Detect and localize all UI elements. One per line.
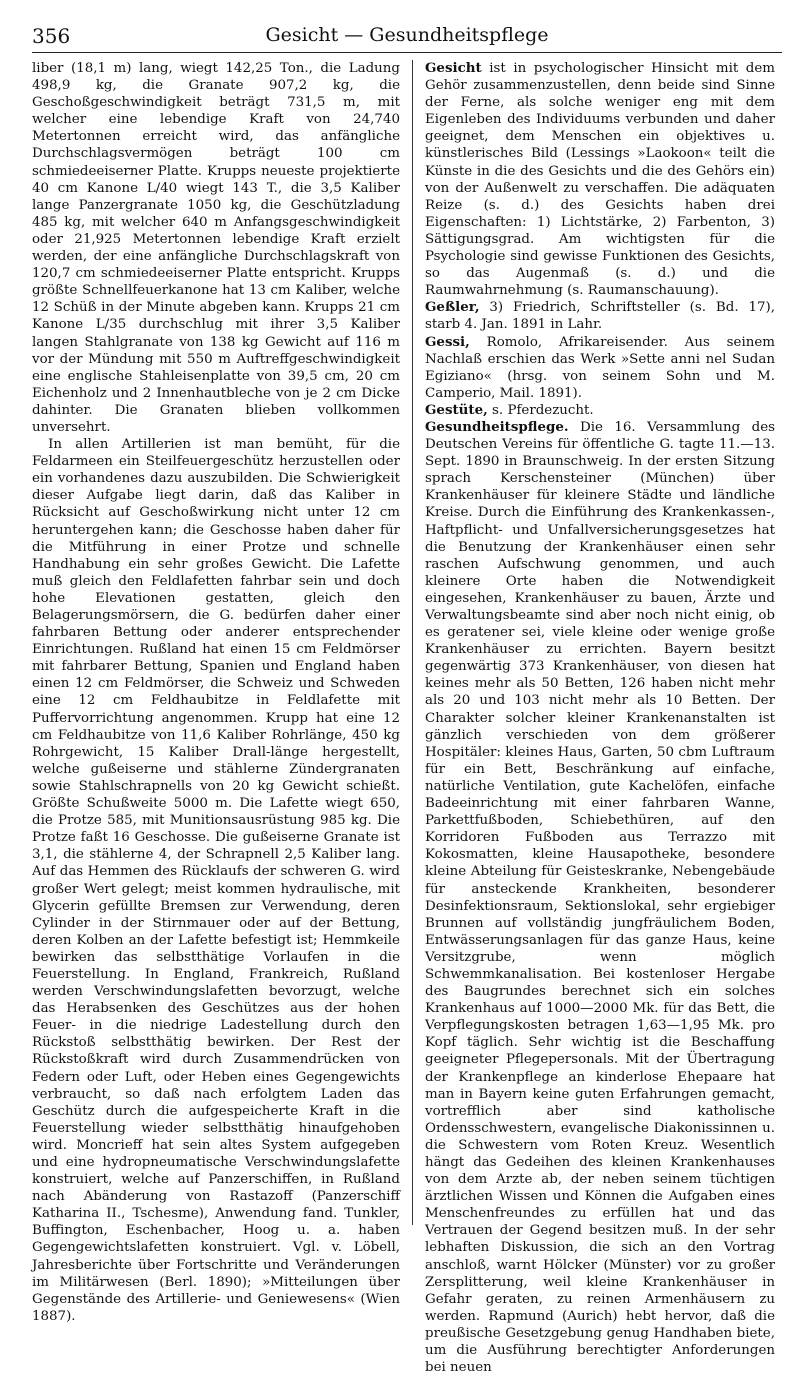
headword: Geßler,	[425, 299, 480, 316]
headword: Gesicht	[425, 60, 482, 76]
paragraph-artillery-continuation: liber (18,1 m) lang, wiegt 142,25 Ton., die Ladung 498,9 kg, die Granate 907,2 kg, die Geschoßgeschwindigkeit beträgt 731,5 m, mit welcher eine lebendige Kraft von 24,740 Metertonnen erreicht wird, das anfängliche Durchschlagsvermögen beträgt 100 cm schmiedeeiserner Platte. Krupps neueste projektierte 40 cm Kanone L/40 wiegt 143 T., die 3,5 Kaliber lange Panzergranate 1050 kg, die Geschützladung 485 kg, mit welcher 640 m Anfangsgeschwindigkeit oder 21,925 Metertonnen lebendige Kraft erzielt werden, der eine anfängliche Durchschlagskraft von 120,7 cm schmiedeeiserner Platte entspricht. Krupps größte Schnellfeuerkanone hat 13 cm Kaliber, welche 12 Schüß in der Minute abgeben kann. Krupps 21 cm Kanone L/35 durchschlug mit ihrer 3,5 Kaliber langen Stahlgranate von 138 kg Gewicht auf 116 m vor der Mündung mit 550 m Auftreffgeschwindigkeit eine englische Stahleisenplatte von 39,5 cm, 20 cm Eichenholz und 2 Innenhautbleche von je 2 cm Dicke dahinter. Die Granaten blieben vollkommen unversehrt.	[32, 61, 400, 435]
entry-text: Die 16. Versammlung des Deutschen Vereins für öffentliche G. tagte 11.—13. Sept. 1890 in Braunschweig. In der ersten Sitzung sprach Kerschensteiner (München) über Krankenhäuser für kleinere Städte und ländliche Kreise. Durch die Einführung des Krankenkassen-, Haftpflicht- und Unfallversicherungsgesetzes hat die Benutzung der Krankenhäuser einen sehr raschen Aufschwung genommen, und auch kleinere Orte haben die Notwendigkeit eingesehen, Krankenhäuser zu bauen, Ärzte und Verwaltungsbeamte sind aber noch nicht einig, ob es geratener sei, viele kleine oder wenige große Krankenhäuser zu errichten. Bayern besitzt gegenwärtig 373 Krankenhäuser, von diesen hat keines mehr als 50 Betten, 126 haben nicht mehr als 20 und 103 nicht mehr als 10 Betten. Der Charakter solcher kleiner Krankenanstalten ist gänzlich verschieden von dem größerer Hospitäler: kleines Haus, Garten, 50 cbm Luftraum für ein Bett, Beschränkung auf einfache, natürliche Ventilation, gute Kachelöfen, einfache Badeeinrichtung mit einer fahrbaren Wanne, Parkettfußboden, Schiebethüren, auf den Korridoren Fußboden aus Terrazzo mit Kokosmatten, kleine Hausapotheke, besondere kleine Abteilung für Geisteskranke, Nebengebäude für ansteckende Krankheiten, besonderer Desinfektionsraum, Sektionslokal, sehr ergiebiger Brunnen auf vollständig jungfräulichem Boden, Entwässerungsanlagen für das ganze Haus, keine Versitzgrube, wenn möglich Schwemmkanalisation. Bei kostenloser Hergabe des Baugrundes berechnet sich ein solches Krankenhaus auf 1000—2000 Mk. für das Bett, die Verpflegungskosten betragen 1,63—1,95 Mk. pro Kopf täglich. Sehr wichtig ist die Beschaffung geeigneter Pflegepersonals. Mit der Übertragung der Krankenpflege an kinderlose Ehepaare hat man in Bayern keine guten Erfahrungen gemacht, vortrefflich aber sind katholische Ordensschwestern, evangelische Diakonissinnen u. die Schwestern vom Roten Kreuz. Wesentlich hängt das Gedeihen des kleinen Krankenhauses von dem Arzte ab, der neben seinem tüchtigen ärztlichen Wissen und Können die Aufgaben eines Menschenfreundes zu erfüllen hat und das Vertrauen der Gegend besitzen muß. In der sehr lebhaften Diskussion, die sich an den Vortrag anschloß, warnt Hölcker (Münster) vor zu großer Zersplitterung, weil kleine Krankenhäuser in Gefahr geraten, zu reinen Armenhäusern zu werden. Rapmund (Aurich) hebt hervor, daß die preußische Gesetzgebung genug Handhaben biete, um die Ausführung berechtigter Anforderungen bei neuen	[425, 419, 775, 1376]
column-divider	[412, 60, 413, 1225]
entry-text: ist in psychologischer Hinsicht mit dem Gehör zusammenzustellen, denn beide sind Sinne der Ferne, als solche weniger eng mit dem Eigenleben des Individuums verbunden und daher geeignet, dem Menschen ein objektives u. künstlerisches Bild (Lessings »Laokoon« teilt die Künste in die des Gesichts und die des Gehörs ein) von der Außenwelt zu verschaffen. Die adäquaten Reize (s. d.) des Gesichts haben drei Eigenschaften: 1) Lichtstärke, 2) Farbenton, 3) Sättigungsgrad. Am wichtigsten für die Psychologie sind gewisse Funktionen des Gesichts, so das Augenmaß (s. d.) und die Raumwahrnehmung (s. Raumanschauung).	[425, 61, 775, 299]
entry-text: 3) Friedrich, Schriftsteller (s. Bd. 17), starb 4. Jan. 1891 in Lahr.	[425, 300, 775, 333]
headword: Gestüte,	[425, 401, 488, 418]
page-header	[32, 18, 782, 53]
entry-gestuete	[425, 402, 775, 419]
entry-gessler	[425, 299, 775, 333]
paragraph-steilfeuergeschuetz: In allen Artillerien ist man bemüht, für die Feldarmeen ein Steilfeuergeschütz herzustellen oder ein vorhandenes dazu auszubilden. Die Schwierigkeit dieser Aufgabe liegt darin, daß das Kaliber in Rücksicht auf Geschoßwirkung nicht unter 12 cm heruntergehen kann; die Geschosse haben daher für die Mitführung in einer Protze und schnelle Handhabung ein sehr großes Gewicht. Die Lafette muß gleich den Feldlafetten fahrbar sein und doch hohe Elevationen gestatten, gleich den Belagerungsmörsern, die G. bedürfen daher einer fahrbaren Bettung oder anderer entsprechender Einrichtungen. Rußland hat einen 15 cm Feldmörser mit fahrbarer Bettung, Spanien und England haben einen 12 cm Feldmörser, die Schweiz und Schweden eine 12 cm Feldhaubitze in Feldlafette mit Puffervorrichtung angenommen. Krupp hat eine 12 cm Feldhaubitze von 11,6 Kaliber Rohrlänge, 450 kg Rohrgewicht, 15 Kaliber Drall-länge hergestellt, welche gußeiserne und stählerne Zündergranaten sowie Stahlschrapnells von 20 kg Gewicht schießt. Größte Schußweite 5000 m. Die Lafette wiegt 650, die Protze 585, mit Munitionsausrüstung 985 kg. Die Protze faßt 16 Geschosse. Die gußeiserne Granate ist 3,1, die stählerne 4, der Schrapnell 2,5 Kaliber lang. Auf das Hemmen des Rücklaufs der schweren G. wird großer Wert gelegt; meist kommen hydraulische, mit Glycerin gefüllte Bremsen zur Verwendung, deren Cylinder in der Stirnmauer oder auf der Bettung, deren Kolben an der Lafette befestigt ist; Hemmkeile bewirken das selbstthätige Vorlaufen in die Feuerstellung. In England, Frankreich, Rußland werden Verschwindungslafetten bevorzugt, welche das Herabsenken des Geschützes aus der hohen Feuer- in die niedrige Ladestellung durch den Rückstoß selbstthätig bewirken. Der Rest der Rückstoßkraft wird durch Zusammendrücken von Federn oder Luft, oder Heben eines Gegengewichts verbraucht, so daß nach erfolgtem Laden das Geschütz durch die aufgespeicherte Kraft in die Feuerstellung wieder selbstthätig hinaufgehoben wird. Moncrieff hat sein altes System aufgegeben und eine hydropneumatische Verschwindungslafette konstruiert, welche auf Panzerschiffen, in Rußland nach Abänderung von Rastazoff (Panzerschiff Katharina II., Tschesme), Anwendung fand. Tunkler, Buffington, Eschenbacher, Hoog u. a. haben Gegengewichtslafetten konstruiert. Vgl. v. Löbell, Jahresberichte über Fortschritte und Veränderungen im Militärwesen (Berl. 1890); »Mitteilungen über Gegenstände des Artillerie- und Geniewesens« (Wien 1887).	[32, 437, 400, 1324]
entry-text: s. Pferdezucht.	[487, 402, 594, 418]
headword: Gesundheitspflege.	[425, 418, 569, 435]
left-column	[32, 60, 400, 1324]
page-number: 356	[32, 24, 71, 48]
running-title: Gesicht — Gesundheitspflege	[265, 24, 549, 46]
entry-gesundheitspflege	[425, 419, 775, 1376]
entry-gessi	[425, 334, 775, 402]
entry-text: Romolo, Afrikareisender. Aus seinem Nachlaß erschien das Werk »Sette anni nel Sudan Egiziano« (hrsg. von seinem Sohn und M. Camperio, Mail. 1891).	[425, 334, 775, 401]
headword: Gessi,	[425, 333, 470, 350]
entry-gesicht	[425, 60, 775, 299]
right-column	[425, 60, 775, 1376]
